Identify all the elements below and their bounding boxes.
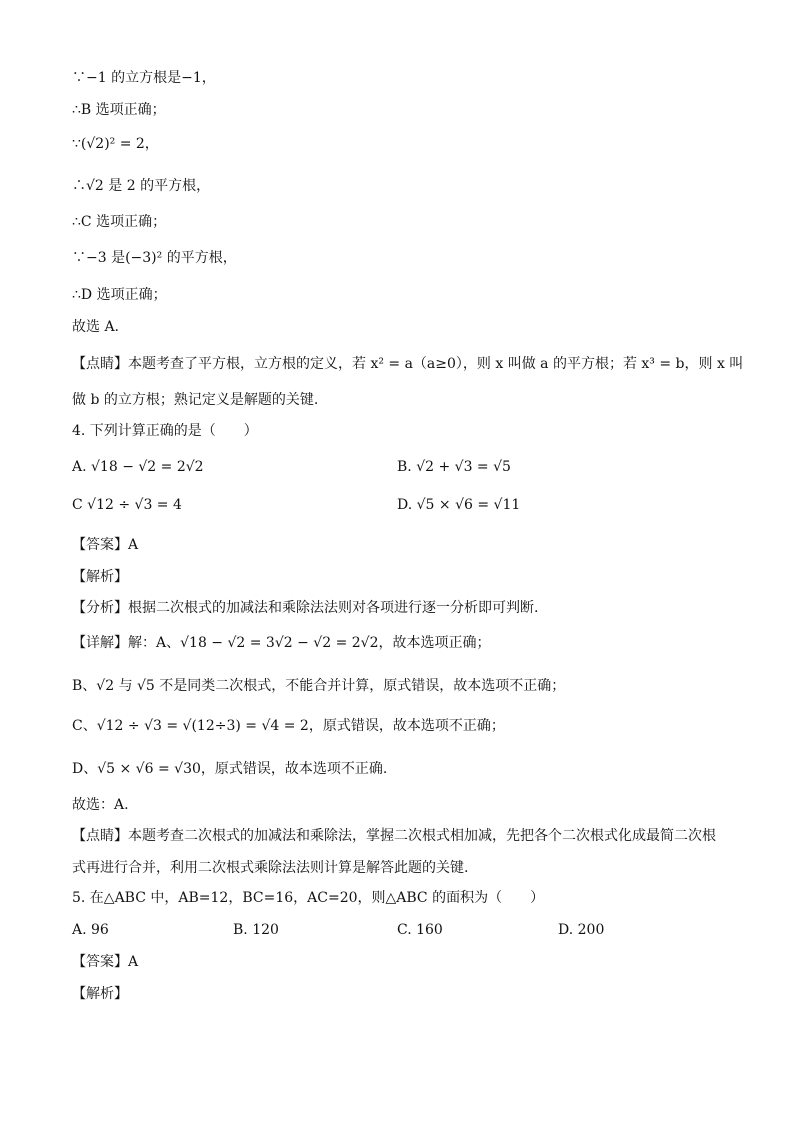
text-line: ∴D 选项正确； (72, 287, 167, 303)
note-line: 【点睛】本题考查二次根式的加减法和乘除法，掌握二次根式相加减，先把各个二次根式化成最简二次根 (72, 828, 716, 844)
text-line: 故选 A. (72, 319, 120, 335)
option-d: D. 200 (558, 922, 605, 938)
question-stem: 4. 下列计算正确的是（ ） (72, 423, 258, 439)
text-line: ∵−3 是(−3)² 的平方根， (72, 250, 237, 266)
analysis-title: 【解析】 (72, 986, 128, 1002)
detail-line: C、√12 ÷ √3 = √(12÷3) = √4 = 2，原式错误，故本选项不正确； (72, 718, 505, 734)
text-line: ∴B 选项正确； (72, 102, 166, 118)
text-line: ∵−1 的立方根是−1， (72, 70, 216, 86)
choose-line: 故选：A. (72, 797, 129, 813)
analysis-line: 【分析】根据二次根式的加减法和乘除法法则对各项进行逐一分析即可判断. (72, 600, 539, 616)
answer-line: 【答案】A (72, 537, 139, 553)
detail-line: 【详解】解：A、√18 − √2 = 3√2 − √2 = 2√2，故本选项正确； (72, 635, 491, 651)
detail-line: D、√5 × √6 = √30，原式错误，故本选项不正确. (72, 761, 388, 777)
answer-line: 【答案】A (72, 954, 139, 970)
note-line: 式再进行合并，利用二次根式乘除法法则计算是解答此题的关键. (72, 860, 469, 876)
note-line: 做 b 的立方根；熟记定义是解题的关键. (72, 392, 319, 408)
detail-line: B、√2 与 √5 不是同类二次根式，不能合并计算，原式错误，故本选项不正确； (72, 678, 566, 694)
text-line: ∴√2 是 2 的平方根， (72, 178, 211, 194)
text-line: ∴C 选项正确； (72, 214, 167, 230)
option-a: A. 96 (72, 922, 109, 938)
option-b: B. √2 + √3 = √5 (397, 459, 511, 475)
option-d: D. √5 × √6 = √11 (397, 497, 521, 513)
option-b: B. 120 (233, 922, 279, 938)
question-stem: 5. 在△ABC 中，AB=12，BC=16，AC=20，则△ABC 的面积为（ ） (72, 890, 545, 906)
text-line: ∵(√2)² = 2， (72, 136, 159, 152)
option-c: C. 160 (397, 922, 443, 938)
note-line: 【点睛】本题考查了平方根，立方根的定义，若 x² = a（a≥0），则 x 叫做 a 的平方根；若 x³ = b，则 x 叫 (72, 356, 744, 372)
option-a: A. √18 − √2 = 2√2 (72, 459, 204, 475)
option-c: C √12 ÷ √3 = 4 (72, 497, 182, 513)
analysis-title: 【解析】 (72, 569, 128, 585)
